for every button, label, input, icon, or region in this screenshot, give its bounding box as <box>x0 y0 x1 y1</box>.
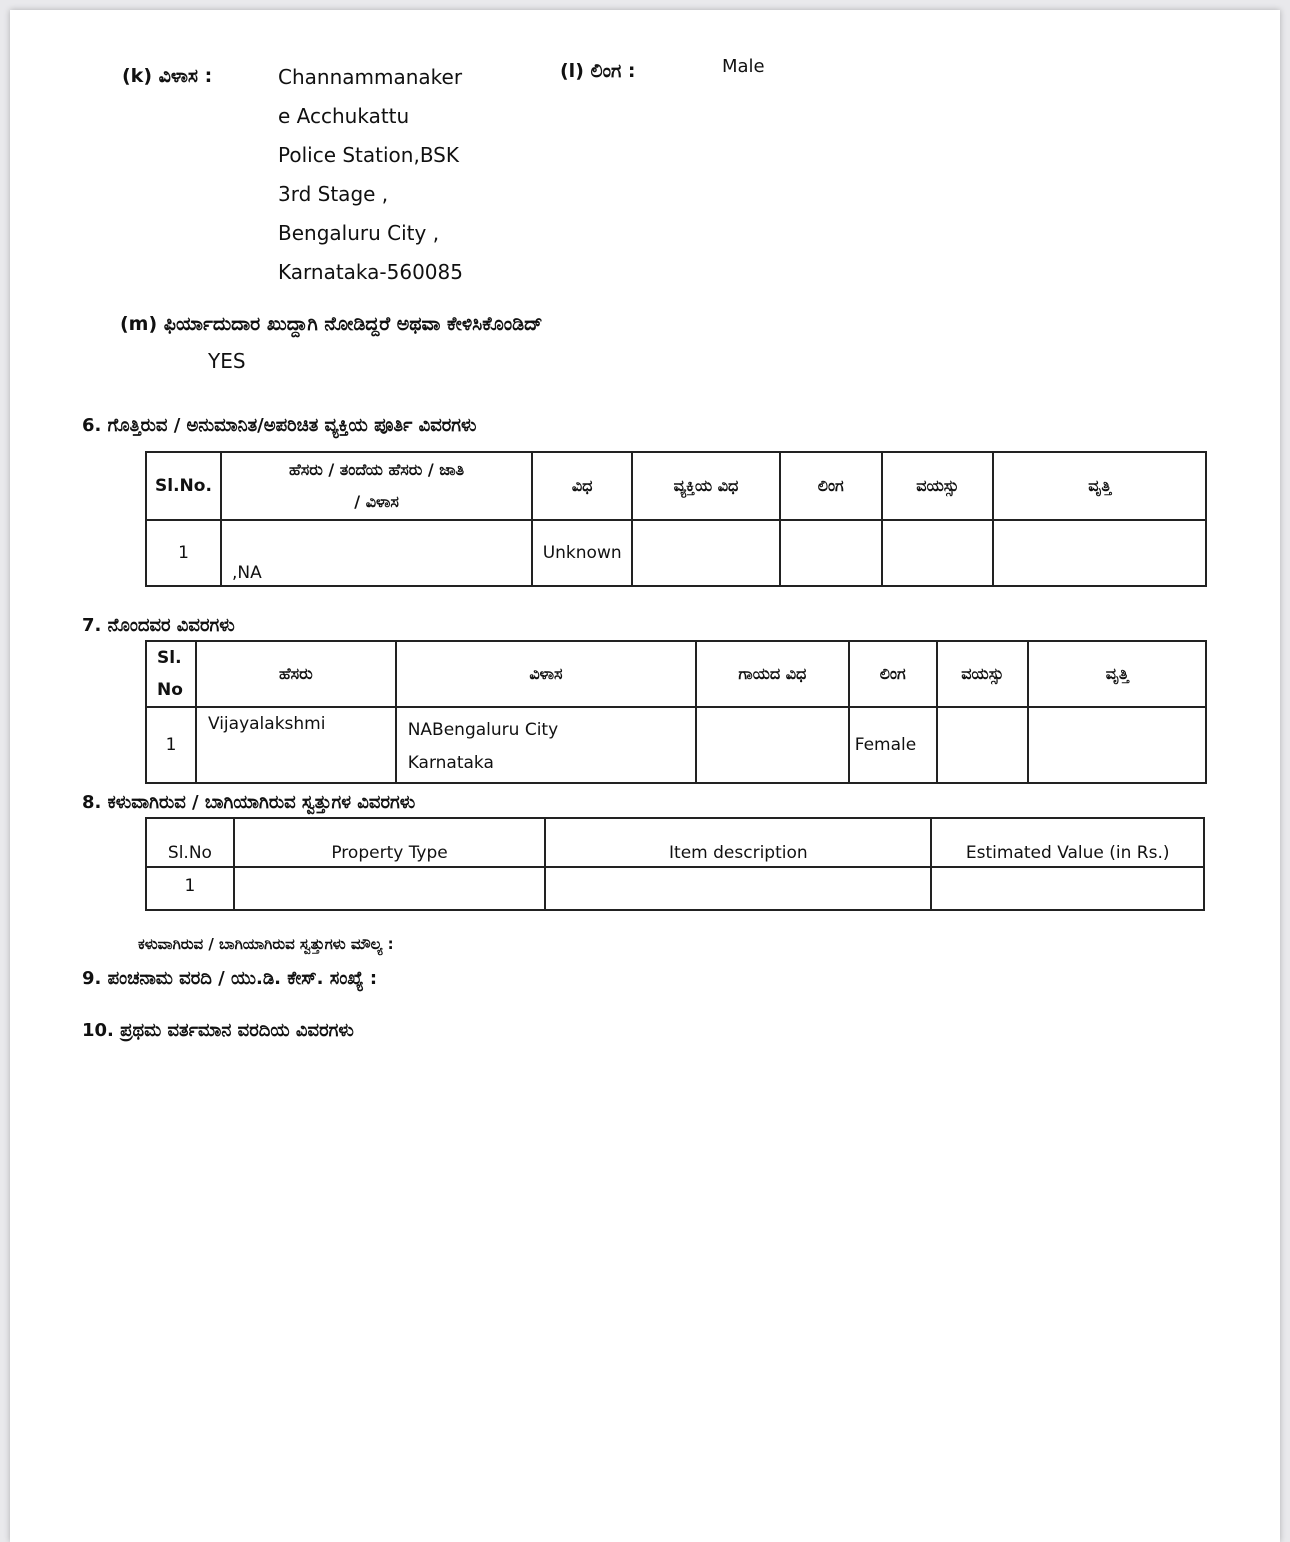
header-property-type: Property Type <box>234 818 545 867</box>
header-name-address <box>221 452 532 520</box>
header-name: ಹೆಸರು <box>196 641 396 707</box>
header-person-type: ವ್ಯಕ್ತಿಯ ವಿಧ <box>632 452 780 520</box>
cell-name: Vijayalakshmi <box>196 707 396 783</box>
cell-age <box>937 707 1029 783</box>
cell-gender: Female <box>849 707 937 783</box>
header-slno: Sl.No. <box>146 452 221 520</box>
cell-property-type <box>234 867 545 910</box>
cell-name: ,NA <box>221 520 532 586</box>
field-m-value: YES <box>208 349 246 373</box>
header-item-description: Item description <box>545 818 931 867</box>
field-k-address <box>278 58 463 292</box>
table-row <box>146 707 1206 783</box>
table-header-row <box>146 818 1204 867</box>
header-type: ವಿಧ <box>532 452 632 520</box>
section-8-heading: 8. ಕಳುವಾಗಿರುವ / ಬಾಗಿಯಾಗಿರುವ ಸ್ವತ್ತುಗಳ ವಿವರಗಳು <box>82 792 416 813</box>
header-gender: ಲಿಂಗ <box>780 452 882 520</box>
header-occupation: ವೃತ್ತಿ <box>993 452 1206 520</box>
cell-slno: 1 <box>146 520 221 586</box>
document-page <box>10 10 1280 1542</box>
header-slno-line1: Sl. <box>157 648 182 668</box>
cell-slno: 1 <box>146 707 196 783</box>
cell-value <box>931 867 1204 910</box>
table-header-row <box>146 452 1206 520</box>
address-line: Karnataka <box>407 753 494 773</box>
cell-occupation <box>1028 707 1206 783</box>
header-age: ವಯಸ್ಸು <box>882 452 994 520</box>
header-gender: ಲಿಂಗ <box>849 641 937 707</box>
cell-slno: 1 <box>146 867 234 910</box>
accused-table <box>145 451 1207 587</box>
header-slno <box>146 641 196 707</box>
section-9-heading: 9. ಪಂಚನಾಮ ವರದಿ / ಯು.ಡಿ. ಕೇಸ್. ಸಂಖ್ಯೆ : <box>82 968 378 989</box>
address-line: NABengaluru City <box>407 720 559 740</box>
field-m-label: (m) ಫಿರ್ಯಾದುದಾರ ಖುದ್ದಾಗಿ ನೋಡಿದ್ದರೆ ಅಥವಾ ಕೇಳಿಸಿಕೊಂಡಿದ್ <box>120 313 543 335</box>
cell-occupation <box>993 520 1206 586</box>
address-line: Bengaluru City , <box>278 221 440 245</box>
address-line: Channammanaker <box>278 65 463 89</box>
field-l-label: (l) ಲಿಂಗ : <box>560 60 636 82</box>
cell-type: Unknown <box>532 520 632 586</box>
header-address: ವಿಳಾಸ <box>396 641 696 707</box>
section-6-heading: 6. ಗೊತ್ತಿರುವ / ಅನುಮಾನಿತ/ಅಪರಿಚಿತ ವ್ಯಕ್ತಿಯ ಪೂರ್ತಿ ವಿವರಗಳು <box>82 415 477 436</box>
header-slno-line2: No <box>157 680 183 700</box>
header-slno: Sl.No <box>146 818 234 867</box>
cell-gender <box>780 520 882 586</box>
header-estimated-value: Estimated Value (in Rs.) <box>931 818 1204 867</box>
table-row <box>146 520 1206 586</box>
field-k-label: (k) ವಿಳಾಸ : <box>122 65 213 87</box>
property-value-label: ಕಳುವಾಗಿರುವ / ಬಾಗಿಯಾಗಿರುವ ಸ್ವತ್ತುಗಳು ಮೌಲ್ಯ : <box>138 935 394 953</box>
cell-injury <box>696 707 849 783</box>
header-injury: ಗಾಯದ ವಿಧ <box>696 641 849 707</box>
header-age: ವಯಸ್ಸು <box>937 641 1029 707</box>
section-10-heading: 10. ಪ್ರಥಮ ವರ್ತಮಾನ ವರದಿಯ ವಿವರಗಳು <box>82 1020 354 1041</box>
address-line: Police Station,BSK <box>278 143 459 167</box>
cell-person-type <box>632 520 780 586</box>
address-line: e Acchukattu <box>278 104 410 128</box>
address-line: 3rd Stage , <box>278 182 389 206</box>
address-line: Karnataka-560085 <box>278 260 463 284</box>
victim-table <box>145 640 1207 784</box>
table-header-row <box>146 641 1206 707</box>
property-table <box>145 817 1205 911</box>
table-row <box>146 867 1204 910</box>
section-7-heading: 7. ನೊಂದವರ ವಿವರಗಳು <box>82 615 235 636</box>
cell-age <box>882 520 994 586</box>
cell-description <box>545 867 931 910</box>
header-address-line: / ವಿಳಾಸ <box>354 492 399 511</box>
header-occupation: ವೃತ್ತಿ <box>1028 641 1206 707</box>
field-l-value: Male <box>722 56 765 77</box>
header-name-line: ಹೆಸರು / ತಂದೆಯ ಹೆಸರು / ಜಾತಿ <box>289 460 465 479</box>
cell-address <box>396 707 696 783</box>
